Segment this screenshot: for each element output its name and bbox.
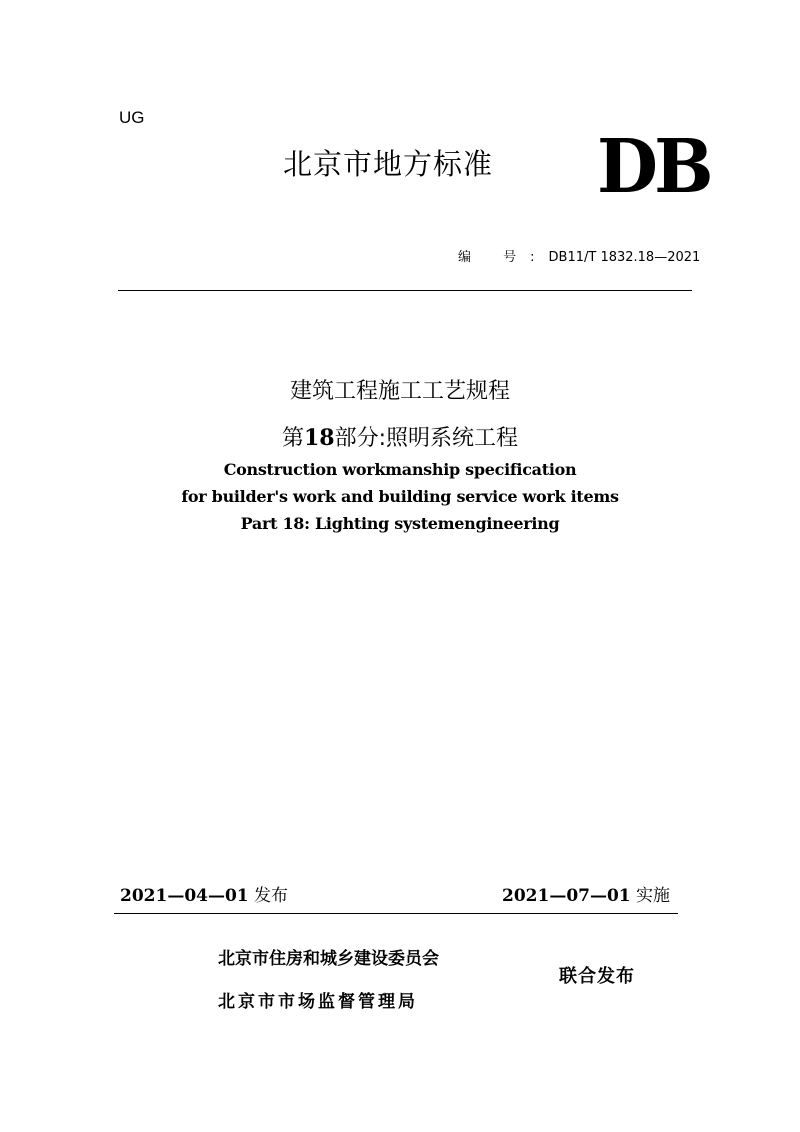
standard-number [458, 246, 700, 265]
english-title-line-3: Part 18: Lighting systemengineering [240, 514, 560, 533]
document-title: 建筑工程施工工艺规程 [289, 379, 510, 404]
issue-date [120, 881, 288, 906]
publisher-market-regulation: 北京市市场监督管理局 [218, 992, 418, 1012]
publisher-housing-commission: 北京市住房和城乡建设委员会 [218, 949, 439, 969]
standard-title: 北京市地方标准 [283, 147, 494, 181]
issue-date-value: 2021—04—01 [120, 886, 249, 906]
english-title-line-1: Construction workmanship specification [223, 460, 577, 479]
part-name: 部分:照明系统工程 [334, 426, 519, 451]
implementation-date [502, 881, 670, 906]
bottom-divider [114, 913, 678, 914]
standard-number-value: DB11/T 1832.18—2021 [548, 250, 701, 265]
part-prefix: 第 [281, 426, 304, 451]
top-divider [118, 290, 692, 291]
standard-number-label: 编 号: [458, 250, 549, 265]
impl-label: 实施 [636, 886, 671, 906]
english-title-line-2: for builder's work and building service work items [181, 487, 619, 506]
impl-date-value: 2021—07—01 [502, 886, 631, 906]
classification-code: UG [119, 108, 145, 127]
part-title [0, 421, 800, 452]
db-logo: DB [597, 124, 710, 210]
issue-label: 发布 [254, 886, 289, 906]
part-number: 18 [303, 425, 335, 451]
joint-issue-label: 联合发布 [559, 966, 635, 987]
